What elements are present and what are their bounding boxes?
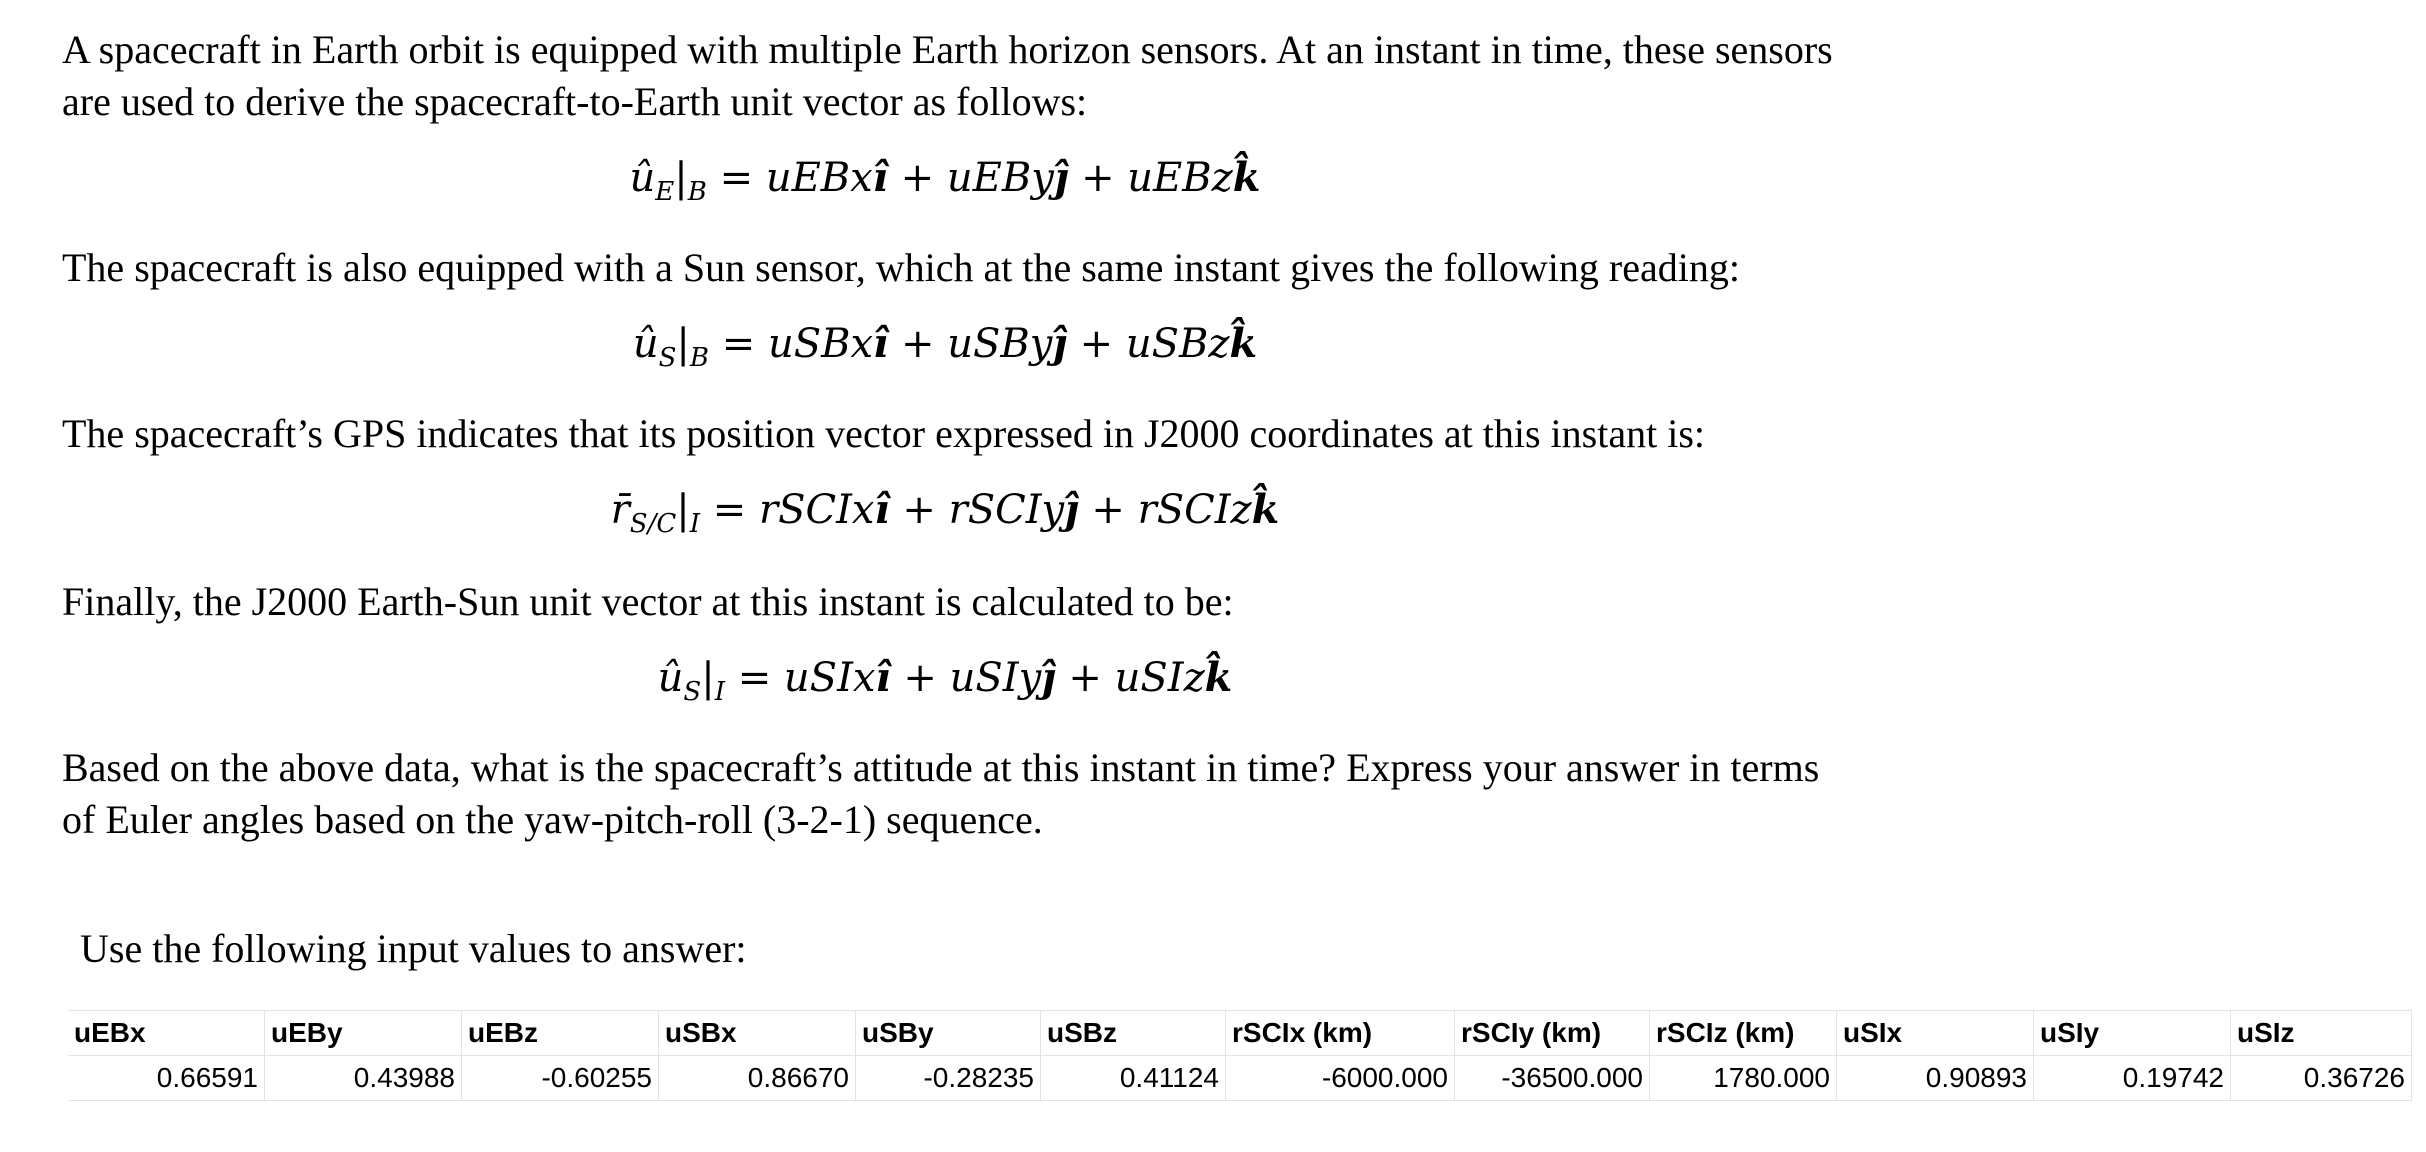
col-header-rSCIy: rSCIy (km) — [1455, 1011, 1650, 1056]
col-header-uSBy: uSBy — [856, 1011, 1041, 1056]
col-header-rSCIx: rSCIx (km) — [1226, 1011, 1455, 1056]
input-values-intro: Use the following input values to answer: — [80, 926, 747, 971]
col-header-uSBx: uSBx — [659, 1011, 856, 1056]
equation-sun-inertial-vector: $û_S|_I$ = uSIxî + uSIyĵ + uSIzk̂ — [657, 654, 1233, 707]
col-header-uEBz: uEBz — [462, 1011, 659, 1056]
col-header-uSIz: uSIz — [2231, 1011, 2412, 1056]
table-row — [68, 1056, 2412, 1101]
cell-uEBy: 0.43988 — [265, 1056, 462, 1101]
cell-uSIx: 0.90893 — [1837, 1056, 2034, 1101]
cell-rSCIz: 1780.000 — [1650, 1056, 1837, 1101]
cell-rSCIy: -36500.000 — [1455, 1056, 1650, 1101]
paragraph-earth-sensors: A spacecraft in Earth orbit is equipped with multiple Earth horizon sensors. At an instant in time, these sensors are used to derive the spacecraft-to-Earth unit vector as follows: — [62, 27, 1833, 124]
equation-earth-unit-vector: $û_E|_B$ = uEBxî + uEByĵ + uEBzk̂ — [629, 154, 1261, 207]
col-header-uEBx: uEBx — [68, 1011, 265, 1056]
col-header-uEBy: uEBy — [265, 1011, 462, 1056]
cell-uSIz: 0.36726 — [2231, 1056, 2412, 1101]
input-values-table — [68, 1010, 2412, 1101]
table-header-row — [68, 1011, 2412, 1056]
cell-uSBz: 0.41124 — [1041, 1056, 1226, 1101]
col-header-uSIx: uSIx — [1837, 1011, 2034, 1056]
equation-position-vector: $r̄_{S/C}|_I$ = rSCIxî + rSCIyĵ + rSCIzk̂ — [610, 486, 1280, 539]
paragraph-question: Based on the above data, what is the spacecraft’s attitude at this instant in time? Express your answer in terms of Euler angles based on the yaw-pitch-roll (3-2-1) sequence. — [62, 745, 1820, 842]
col-header-uSBz: uSBz — [1041, 1011, 1226, 1056]
cell-uSBy: -0.28235 — [856, 1056, 1041, 1101]
col-header-uSIy: uSIy — [2034, 1011, 2231, 1056]
cell-uEBz: -0.60255 — [462, 1056, 659, 1101]
cell-uSIy: 0.19742 — [2034, 1056, 2231, 1101]
paragraph-earth-sun: Finally, the J2000 Earth-Sun unit vector at this instant is calculated to be: — [62, 579, 1234, 624]
cell-uEBx: 0.66591 — [68, 1056, 265, 1101]
equation-sun-body-vector: $û_S|_B$ = uSBxî + uSByĵ + uSBzk̂ — [632, 320, 1258, 373]
cell-uSBx: 0.86670 — [659, 1056, 856, 1101]
cell-rSCIx: -6000.000 — [1226, 1056, 1455, 1101]
col-header-rSCIz: rSCIz (km) — [1650, 1011, 1837, 1056]
paragraph-sun-sensor: The spacecraft is also equipped with a Sun sensor, which at the same instant gives the following reading: — [62, 245, 1740, 290]
paragraph-gps: The spacecraft’s GPS indicates that its position vector expressed in J2000 coordinates at this instant is: — [62, 411, 1706, 456]
